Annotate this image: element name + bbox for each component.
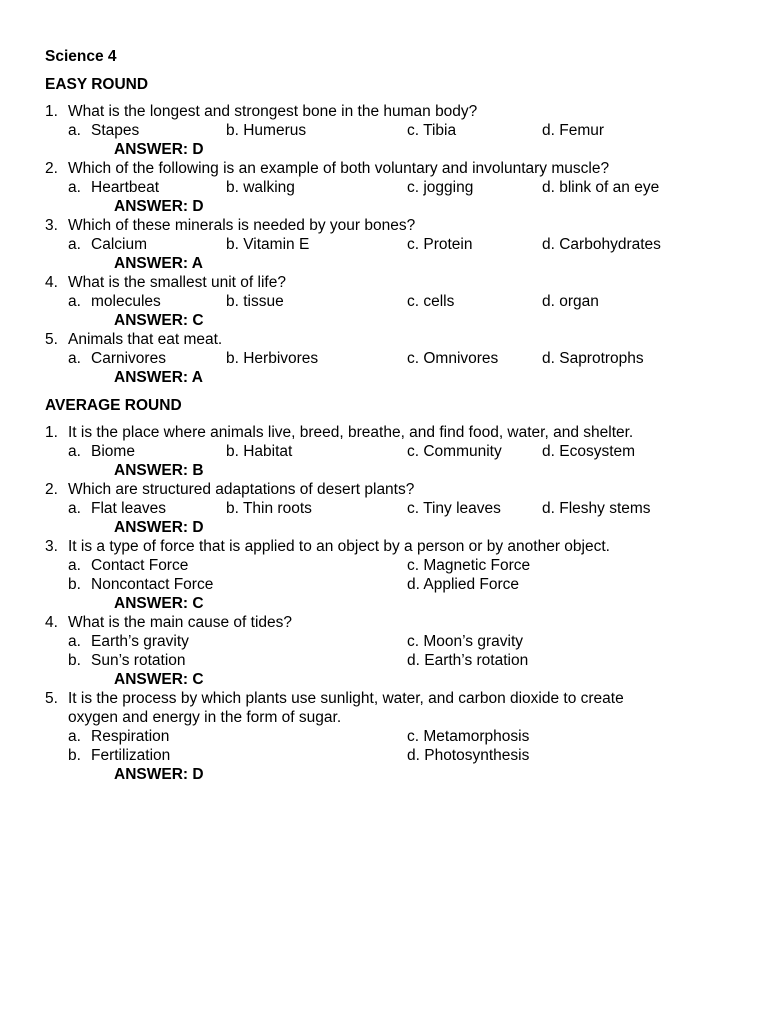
- option-a-text: Earth’s gravity: [91, 633, 189, 650]
- option-c: c. Tibia: [407, 122, 457, 139]
- option-d: d. Fleshy stems: [542, 500, 651, 517]
- option-b: b. Herbivores: [226, 350, 319, 367]
- question-text: It is a type of force that is applied to an object by a person or by another object.: [68, 538, 610, 555]
- question-text: Which are structured adaptations of desert plants?: [68, 481, 415, 498]
- question-number: 5.: [45, 331, 58, 348]
- option-a-text: Flat leaves: [91, 500, 166, 517]
- answer: ANSWER: B: [114, 462, 204, 479]
- question-number: 3.: [45, 538, 58, 555]
- option-b-text: Fertilization: [91, 747, 171, 764]
- option-a-letter: a.: [68, 179, 81, 196]
- option-a-letter: a.: [68, 122, 81, 139]
- option-a-text: Respiration: [91, 728, 170, 745]
- option-a-letter: a.: [68, 728, 81, 745]
- option-b: b. tissue: [226, 293, 284, 310]
- answer: ANSWER: A: [114, 255, 203, 272]
- question-text: What is the main cause of tides?: [68, 614, 293, 631]
- option-c: c. Moon’s gravity: [407, 633, 524, 650]
- option-c: c. Magnetic Force: [407, 557, 531, 574]
- option-a-letter: a.: [68, 633, 81, 650]
- question-text: It is the place where animals live, breed, breathe, and find food, water, and shelter.: [68, 424, 634, 441]
- question-number: 3.: [45, 217, 58, 234]
- option-a-text: Biome: [91, 443, 135, 460]
- question-number: 4.: [45, 614, 58, 631]
- question-text: Which of these minerals is needed by your bones?: [68, 217, 416, 234]
- option-a-letter: a.: [68, 500, 81, 517]
- option-b: b. Thin roots: [226, 500, 312, 517]
- option-b-letter: b.: [68, 747, 81, 764]
- option-d: d. Earth’s rotation: [407, 652, 529, 669]
- question-number: 5.: [45, 690, 58, 707]
- option-a-text: molecules: [91, 293, 161, 310]
- answer: ANSWER: D: [114, 766, 204, 783]
- option-d: d. Saprotrophs: [542, 350, 644, 367]
- option-b-letter: b.: [68, 652, 81, 669]
- average-round-heading: AVERAGE ROUND: [45, 397, 182, 414]
- option-a-letter: a.: [68, 236, 81, 253]
- option-b-text: Noncontact Force: [91, 576, 214, 593]
- option-c: c. jogging: [407, 179, 474, 196]
- answer: ANSWER: C: [114, 312, 204, 329]
- option-c: c. Community: [407, 443, 502, 460]
- option-d: d. Ecosystem: [542, 443, 636, 460]
- question-number: 2.: [45, 160, 58, 177]
- option-d: d. organ: [542, 293, 599, 310]
- option-a-text: Contact Force: [91, 557, 189, 574]
- option-b-text: Sun’s rotation: [91, 652, 186, 669]
- answer: ANSWER: A: [114, 369, 203, 386]
- question-number: 1.: [45, 103, 58, 120]
- answer: ANSWER: D: [114, 198, 204, 215]
- option-d: d. Femur: [542, 122, 605, 139]
- easy-round-heading: EASY ROUND: [45, 76, 149, 93]
- option-a-text: Calcium: [91, 236, 147, 253]
- answer: ANSWER: C: [114, 595, 204, 612]
- option-d: d. blink of an eye: [542, 179, 660, 196]
- option-b: b. walking: [226, 179, 295, 196]
- option-d: d. Applied Force: [407, 576, 520, 593]
- question-number: 2.: [45, 481, 58, 498]
- option-c: c. Protein: [407, 236, 473, 253]
- document-title: Science 4: [45, 48, 117, 65]
- question-text: What is the smallest unit of life?: [68, 274, 286, 291]
- option-c: c. Metamorphosis: [407, 728, 530, 745]
- option-a-letter: a.: [68, 293, 81, 310]
- option-d: d. Photosynthesis: [407, 747, 530, 764]
- question-number: 4.: [45, 274, 58, 291]
- option-b: b. Humerus: [226, 122, 307, 139]
- option-b-letter: b.: [68, 576, 81, 593]
- question-text: Animals that eat meat.: [68, 331, 223, 348]
- option-a-text: Stapes: [91, 122, 140, 139]
- question-number: 1.: [45, 424, 58, 441]
- option-b: b. Habitat: [226, 443, 293, 460]
- option-b: b. Vitamin E: [226, 236, 310, 253]
- answer: ANSWER: C: [114, 671, 204, 688]
- answer: ANSWER: D: [114, 141, 204, 158]
- question-text-continued: oxygen and energy in the form of sugar.: [68, 709, 342, 726]
- option-c: c. cells: [407, 293, 455, 310]
- option-c: c. Tiny leaves: [407, 500, 501, 517]
- question-text: Which of the following is an example of both voluntary and involuntary muscle?: [68, 160, 610, 177]
- option-a-letter: a.: [68, 443, 81, 460]
- option-c: c. Omnivores: [407, 350, 499, 367]
- option-a-text: Carnivores: [91, 350, 166, 367]
- option-a-text: Heartbeat: [91, 179, 160, 196]
- question-text: What is the longest and strongest bone in the human body?: [68, 103, 478, 120]
- option-d: d. Carbohydrates: [542, 236, 661, 253]
- option-a-letter: a.: [68, 350, 81, 367]
- answer: ANSWER: D: [114, 519, 204, 536]
- question-text: It is the process by which plants use sunlight, water, and carbon dioxide to create: [68, 690, 624, 707]
- option-a-letter: a.: [68, 557, 81, 574]
